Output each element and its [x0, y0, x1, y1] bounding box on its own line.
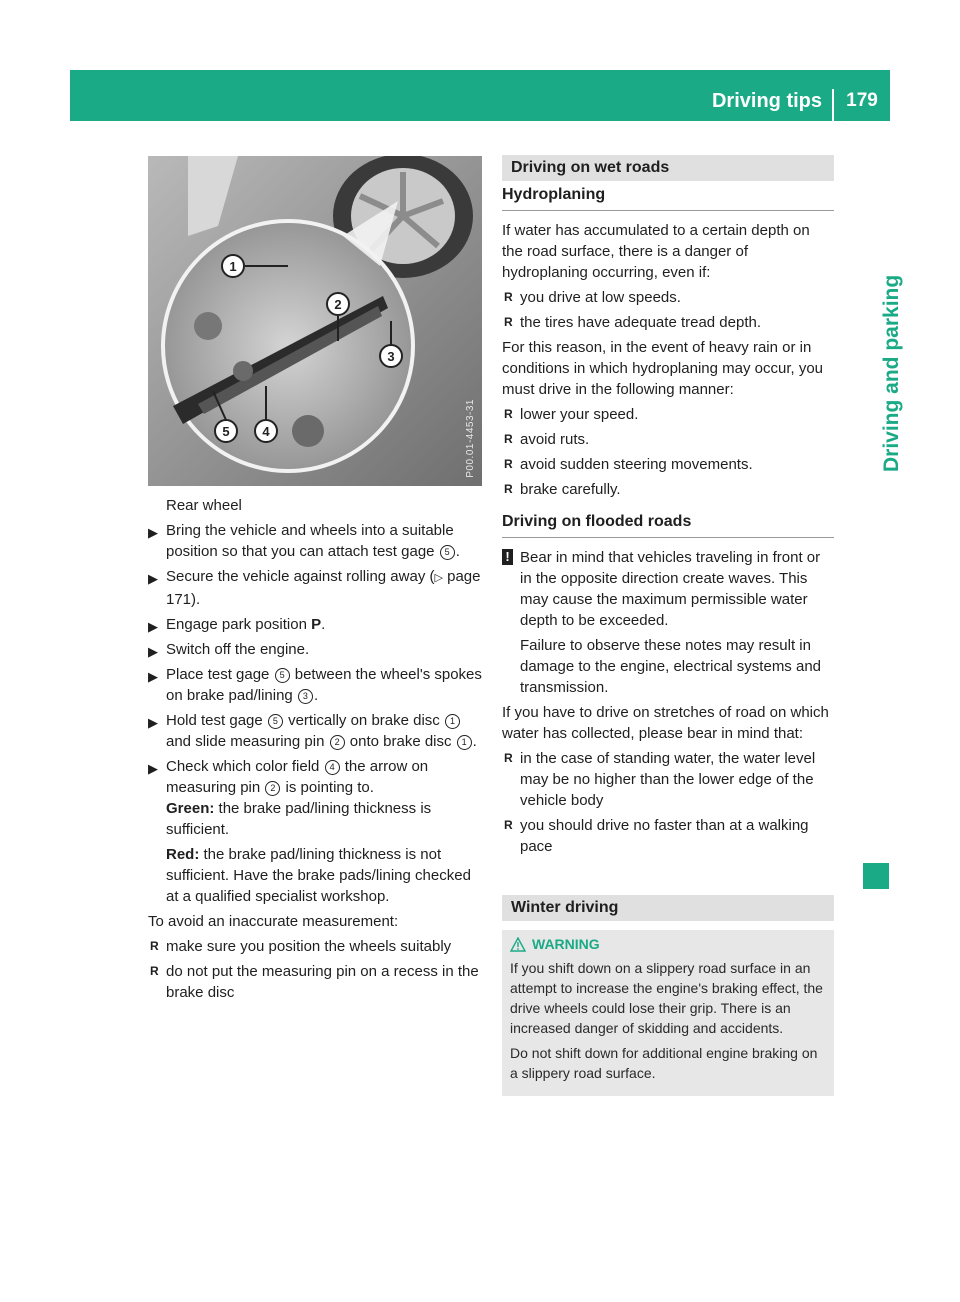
- figure-caption: Rear wheel: [166, 497, 242, 514]
- avoid-bullet: R do not put the measuring pin on a recess in the brake disc: [150, 963, 479, 1001]
- green-result: Green: the brake pad/lining thickness is sufficient.: [166, 800, 432, 838]
- page-ref-link[interactable]: page 171: [166, 568, 481, 608]
- header-title: Driving tips: [712, 89, 834, 121]
- hydro-bullet: R the tires have adequate tread depth.: [504, 314, 762, 331]
- flood-intro: If you have to drive on stretches of road on which water has collected, please bear in mind that:: [502, 704, 829, 742]
- ref-5: 5: [440, 545, 455, 560]
- manner-bullet: R lower your speed.: [504, 406, 639, 423]
- step-7: ▶ Check which color field 4 the arrow on measuring pin 2 is pointing to. Green: the brake pad/lining thickness is sufficient. Red: the brake pad/lining thickness is not sufficient. Have the brake pads/lining checked at a qualified specialist workshop.: [148, 756, 482, 907]
- page-ref-arrow-icon: ▷: [434, 572, 443, 584]
- step-arrow-icon: ▶: [148, 761, 158, 776]
- callout-4: 4: [262, 424, 270, 439]
- manner-bullet: R avoid ruts.: [504, 431, 590, 448]
- flooded-roads-heading: Driving on flooded roads: [502, 508, 834, 538]
- warning-title: WARNING: [510, 936, 826, 952]
- brake-gage-figure: [148, 156, 482, 486]
- avoid-bullet: R make sure you position the wheels suitably: [150, 938, 452, 955]
- step-3: ▶ Engage park position P.: [148, 614, 482, 635]
- warning-triangle-icon: [510, 937, 526, 952]
- warning-text: If you shift down on a slippery road surface in an attempt to increase the engine's braking effect, the drive wheels could lose their grip. There is an increased danger of skidding and accidents.: [510, 960, 823, 1036]
- step-arrow-icon: ▶: [148, 619, 158, 634]
- figure-code: P00.01-4453-31: [465, 399, 476, 478]
- flood-bullet: R you should drive no faster than at a walking pace: [504, 817, 809, 855]
- callout-2: 2: [334, 297, 342, 312]
- callout-1: 1: [229, 259, 237, 274]
- warning-box: [502, 930, 834, 1096]
- side-tab-marker: [863, 863, 889, 889]
- side-tab: [848, 258, 903, 498]
- page-number: 179: [846, 90, 878, 111]
- page-header: [70, 70, 890, 121]
- hydro-bullet: R you drive at low speeds.: [504, 289, 681, 306]
- step-1: ▶ Bring the vehicle and wheels into a suitable position so that you can attach test gage 5 .: [148, 522, 460, 560]
- left-column: [148, 156, 482, 1007]
- notice-exclamation-icon: !: [502, 549, 513, 565]
- warning-text: Do not shift down for additional engine braking on a slippery road surface.: [510, 1045, 818, 1081]
- hydro-intro: If water has accumulated to a certain depth on the road surface, there is a danger of hydroplaning occurring, even if:: [502, 222, 810, 281]
- step-2: ▶ Secure the vehicle against rolling away (▷ page 171).: [148, 568, 481, 608]
- step-6: ▶ Hold test gage 5 vertically on brake disc 1 and slide measuring pin 2 onto brake disc 1 .: [148, 712, 477, 750]
- hydro-reason: For this reason, in the event of heavy rain or in conditions in which hydroplaning may occur, you must drive in the following manner:: [502, 339, 824, 398]
- callout-3: 3: [387, 349, 395, 364]
- hydroplaning-heading: Hydroplaning: [502, 181, 834, 211]
- step-arrow-icon: ▶: [148, 644, 158, 659]
- side-tab-label: Driving and parking: [880, 274, 903, 472]
- manner-bullet: R brake carefully.: [504, 481, 621, 498]
- flood-notice: ! Bear in mind that vehicles traveling in front or in the opposite direction create waves. This may cause the maximum permissible water depth to be exceeded. Failure to observe these notes may result in damage to the engine, electrical systems and transmission.: [502, 547, 834, 698]
- step-arrow-icon: ▶: [148, 525, 158, 540]
- red-result: Red: the brake pad/lining thickness is not sufficient. Have the brake pads/lining checked at a qualified specialist workshop.: [166, 846, 471, 905]
- step-arrow-icon: ▶: [148, 715, 158, 730]
- step-arrow-icon: ▶: [148, 669, 158, 684]
- step-4: ▶ Switch off the engine.: [148, 639, 482, 660]
- wheel-illustration: [148, 156, 482, 486]
- step-arrow-icon: ▶: [148, 571, 158, 586]
- step-5: ▶ Place test gage 5 between the wheel's spokes on brake pad/lining 3 .: [148, 666, 482, 704]
- avoid-intro: To avoid an inaccurate measurement:: [148, 913, 399, 930]
- callout-5: 5: [222, 424, 230, 439]
- manner-bullet: R avoid sudden steering movements.: [504, 456, 753, 473]
- wet-roads-heading: Driving on wet roads: [502, 155, 834, 181]
- flood-bullet: R in the case of standing water, the water level may be no higher than the lower edge of the vehicle body: [504, 750, 816, 809]
- winter-driving-heading: Winter driving: [502, 895, 834, 921]
- right-column: [502, 155, 834, 1096]
